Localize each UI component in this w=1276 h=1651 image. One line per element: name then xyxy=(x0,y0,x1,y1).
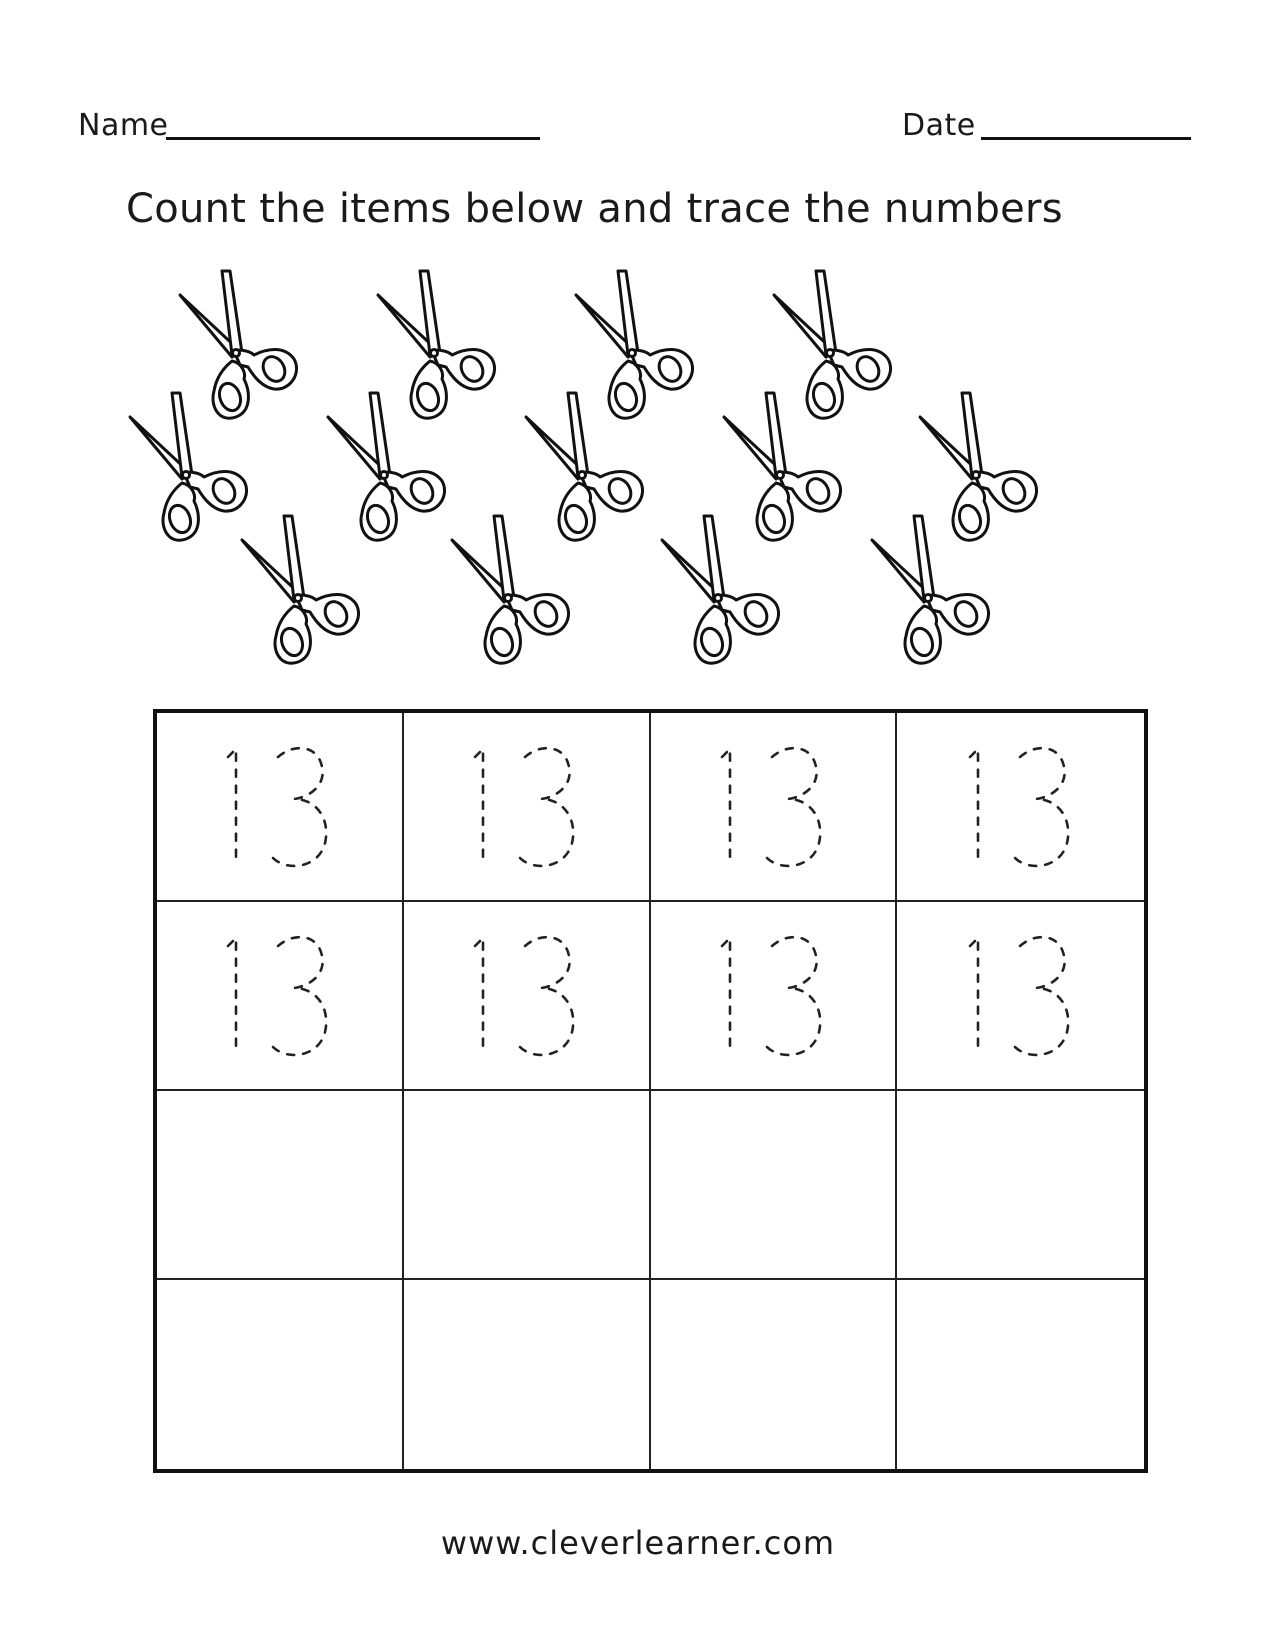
blank-writing-cell[interactable] xyxy=(897,1091,1144,1280)
scissors-icon xyxy=(714,387,854,547)
blank-writing-cell[interactable] xyxy=(404,1091,651,1280)
blank-writing-cell[interactable] xyxy=(404,1280,651,1469)
date-label: Date xyxy=(902,108,976,143)
tracing-cell[interactable] xyxy=(404,902,651,1091)
scissors-icon xyxy=(318,387,458,547)
tracing-grid xyxy=(153,709,1148,1473)
tracing-cell[interactable] xyxy=(651,902,898,1091)
date-field-line[interactable] xyxy=(981,137,1191,140)
scissors-icon xyxy=(862,510,1002,670)
tracing-cell[interactable] xyxy=(404,713,651,902)
name-field-line[interactable] xyxy=(166,137,540,140)
scissors-illustration xyxy=(0,0,1276,700)
scissors-icon xyxy=(170,265,310,425)
blank-writing-cell[interactable] xyxy=(651,1091,898,1280)
name-label: Name xyxy=(78,108,169,143)
blank-writing-cell[interactable] xyxy=(157,1280,404,1469)
scissors-icon xyxy=(516,387,656,547)
scissors-icon xyxy=(566,265,706,425)
instruction-text: Count the items below and trace the numbers xyxy=(126,186,1063,232)
scissors-icon xyxy=(120,387,260,547)
tracing-cell[interactable] xyxy=(157,713,404,902)
scissors-icon xyxy=(368,265,508,425)
scissors-icon xyxy=(232,510,372,670)
scissors-icon xyxy=(764,265,904,425)
scissors-icon xyxy=(652,510,792,670)
tracing-cell[interactable] xyxy=(897,902,1144,1091)
tracing-cell[interactable] xyxy=(897,713,1144,902)
website-footer: www.cleverlearner.com xyxy=(440,1524,836,1562)
tracing-cell[interactable] xyxy=(651,713,898,902)
blank-writing-cell[interactable] xyxy=(897,1280,1144,1469)
blank-writing-cell[interactable] xyxy=(651,1280,898,1469)
tracing-cell[interactable] xyxy=(157,902,404,1091)
scissors-icon xyxy=(442,510,582,670)
scissors-icon xyxy=(910,387,1050,547)
blank-writing-cell[interactable] xyxy=(157,1091,404,1280)
